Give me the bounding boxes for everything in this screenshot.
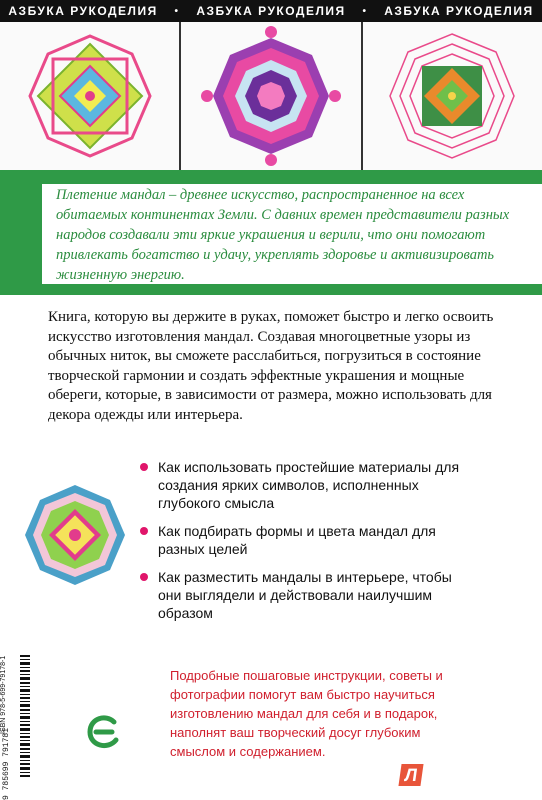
intro-text: Плетение мандал – древнее искусство, распространенное на всех обитаемых континентах Земли. С давних времен представители разных народов создавали эти яркие украшения и верили, что они помогают привлекать богатство и удачу, укреплять здоровье и активизировать жизненную энергию. [56,187,510,283]
mandala-photo-3 [363,22,542,170]
list-item-text: Как использовать простейшие материалы для создания ярких символов, исполненных глубокого смысла [158,459,460,511]
list-item-text: Как разместить мандалы в интерьере, чтобы они выглядели и действовали наилучшим образом [158,569,452,621]
l-logo-icon: Л [398,764,423,786]
mandala-photo-1 [0,22,181,170]
separator-dot: • [174,5,180,17]
series-label-2: АЗБУКА РУКОДЕЛИЯ [196,4,346,18]
series-label-3: АЗБУКА РУКОДЕЛИЯ [384,4,534,18]
pink-bullet-icon [140,463,148,471]
mandala-photo-strip [0,22,542,170]
list-item [140,568,470,622]
description-text: Книга, которую вы держите в руках, поможет быстро и легко освоить искусство изготовления мандал. Создавая многоцветные узоры из обычных ниток, вы сможете расслабиться, погрузиться в состояние творческой гармонии и создать эффектные украшения и мощные обереги, которые, в зависимости от размера, можно использовать для декора одежды или интерьера. [48,309,494,423]
teal-pink-mandala-image [20,480,130,590]
small-mandala-photo [20,480,130,595]
mandala-photo-2 [181,22,362,170]
green-web-mandala-image [372,26,532,166]
list-item [140,458,470,512]
series-header [0,0,542,22]
yellow-green-mandala-image [10,26,170,166]
pink-bullet-icon [140,573,148,581]
isbn-text: ISBN 978-5-699-79178-1 [0,655,7,734]
feature-list [140,458,470,632]
list-item-text: Как подбирать формы и цвета мандал для разных целей [158,523,436,557]
footer-text: Подробные пошаговые инструкции, советы и фотографии помогут вам быстро научиться изготовлению мандал для себя и в подарок, наполнят ваш творческий досуг глубоким смыслом и содержанием. [170,668,443,759]
barcode-digits: 9 785699 791781 [2,727,11,800]
purple-pink-mandala-image [191,26,351,166]
pink-bullet-icon [140,527,148,535]
separator-dot: • [362,5,368,17]
series-label-1: АЗБУКА РУКОДЕЛИЯ [8,4,158,18]
publisher-logo-icon [84,712,124,752]
list-item [140,522,470,558]
